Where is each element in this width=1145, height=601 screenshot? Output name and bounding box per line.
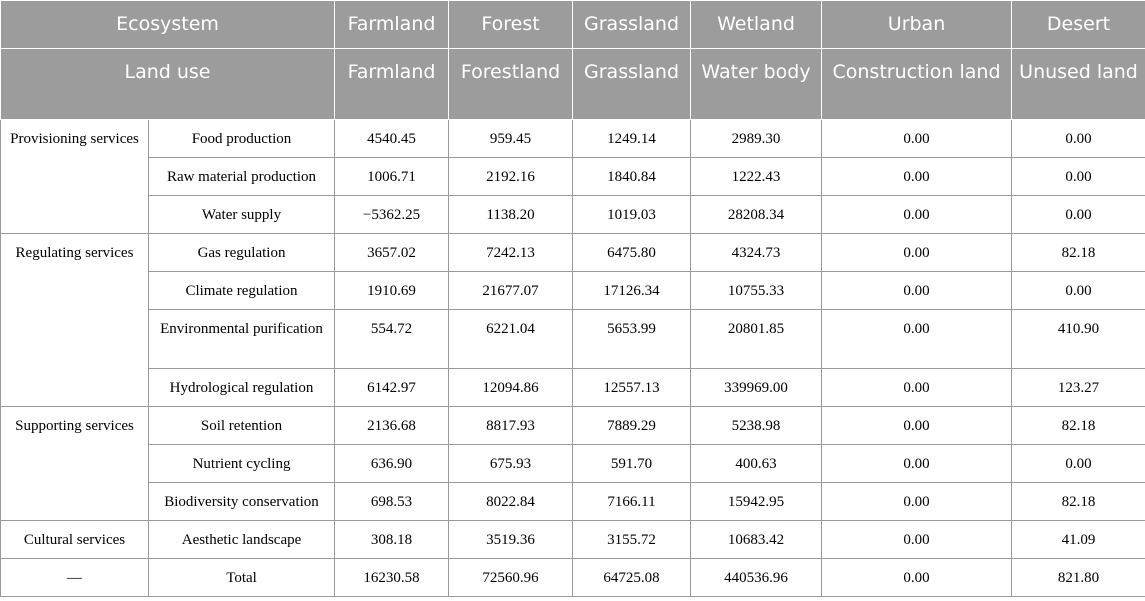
category-cultural-services: Cultural services — [1, 521, 149, 559]
value-cell: 17126.34 — [573, 272, 691, 310]
value-cell: 0.00 — [822, 120, 1012, 158]
value-cell: 0.00 — [822, 196, 1012, 234]
header-land-use-water-body: Water body — [691, 49, 822, 120]
value-cell: 28208.34 — [691, 196, 822, 234]
header-ecosystem-wetland: Wetland — [691, 1, 822, 49]
value-cell: 0.00 — [822, 445, 1012, 483]
header-ecosystem-urban: Urban — [822, 1, 1012, 49]
value-cell: 123.27 — [1012, 369, 1145, 407]
value-cell: 2192.16 — [449, 158, 573, 196]
header-land-use-farmland: Farmland — [335, 49, 449, 120]
table-row — [1, 196, 1145, 234]
value-cell: 1006.71 — [335, 158, 449, 196]
value-cell: 7889.29 — [573, 407, 691, 445]
table-row — [1, 120, 1145, 158]
header-row-ecosystem — [1, 1, 1145, 49]
value-cell: 959.45 — [449, 120, 573, 158]
total-value-cell: 440536.96 — [691, 559, 822, 597]
header-ecosystem-forest: Forest — [449, 1, 573, 49]
service-name: Water supply — [149, 196, 335, 234]
value-cell: 2989.30 — [691, 120, 822, 158]
value-cell: 1222.43 — [691, 158, 822, 196]
value-cell: 3155.72 — [573, 521, 691, 559]
service-name: Nutrient cycling — [149, 445, 335, 483]
value-cell: 1249.14 — [573, 120, 691, 158]
value-cell: 7166.11 — [573, 483, 691, 521]
value-cell: 2136.68 — [335, 407, 449, 445]
value-cell: 0.00 — [822, 310, 1012, 369]
value-cell: 3519.36 — [449, 521, 573, 559]
category-regulating-services: Regulating services — [1, 234, 149, 407]
table-row — [1, 407, 1145, 445]
table-row — [1, 369, 1145, 407]
value-cell: 0.00 — [1012, 272, 1145, 310]
value-cell: 1840.84 — [573, 158, 691, 196]
value-cell: 7242.13 — [449, 234, 573, 272]
header-land-use-label: Land use — [1, 49, 335, 120]
value-cell: 636.90 — [335, 445, 449, 483]
value-cell: 4324.73 — [691, 234, 822, 272]
value-cell: 4540.45 — [335, 120, 449, 158]
value-cell: 0.00 — [822, 272, 1012, 310]
header-ecosystem-grassland: Grassland — [573, 1, 691, 49]
total-row — [1, 559, 1145, 597]
value-cell: 0.00 — [822, 234, 1012, 272]
table-row — [1, 158, 1145, 196]
value-cell: 554.72 — [335, 310, 449, 369]
value-cell: 6142.97 — [335, 369, 449, 407]
header-land-use-forestland: Forestland — [449, 49, 573, 120]
service-name: Environmental purification — [149, 310, 335, 369]
service-name: Food production — [149, 120, 335, 158]
value-cell: 20801.85 — [691, 310, 822, 369]
value-cell: 0.00 — [822, 521, 1012, 559]
value-cell: 0.00 — [1012, 196, 1145, 234]
value-cell: 400.63 — [691, 445, 822, 483]
table-row — [1, 310, 1145, 369]
category-provisioning-services: Provisioning services — [1, 120, 149, 234]
value-cell: 8022.84 — [449, 483, 573, 521]
service-name: Aesthetic landscape — [149, 521, 335, 559]
value-cell: 5653.99 — [573, 310, 691, 369]
value-cell: 41.09 — [1012, 521, 1145, 559]
value-cell: 82.18 — [1012, 234, 1145, 272]
total-value-cell: 64725.08 — [573, 559, 691, 597]
value-cell: 308.18 — [335, 521, 449, 559]
value-cell: 0.00 — [822, 158, 1012, 196]
value-cell: 1910.69 — [335, 272, 449, 310]
value-cell: 6221.04 — [449, 310, 573, 369]
service-name: Gas regulation — [149, 234, 335, 272]
value-cell: 0.00 — [1012, 158, 1145, 196]
value-cell: 1138.20 — [449, 196, 573, 234]
header-land-use-construction-land: Construction land — [822, 49, 1012, 120]
value-cell: 5238.98 — [691, 407, 822, 445]
value-cell: 8817.93 — [449, 407, 573, 445]
value-cell: 675.93 — [449, 445, 573, 483]
header-land-use-unused-land: Unused land — [1012, 49, 1145, 120]
value-cell: 6475.80 — [573, 234, 691, 272]
table-row — [1, 234, 1145, 272]
table-row — [1, 521, 1145, 559]
header-ecosystem-farmland: Farmland — [335, 1, 449, 49]
total-value-cell: 0.00 — [822, 559, 1012, 597]
value-cell: 410.90 — [1012, 310, 1145, 369]
value-cell: 591.70 — [573, 445, 691, 483]
header-ecosystem-label: Ecosystem — [1, 1, 335, 49]
header-land-use-grassland: Grassland — [573, 49, 691, 120]
header-ecosystem-desert: Desert — [1012, 1, 1145, 49]
service-name: Climate regulation — [149, 272, 335, 310]
table-row — [1, 483, 1145, 521]
value-cell: 12557.13 — [573, 369, 691, 407]
value-cell: 0.00 — [822, 483, 1012, 521]
value-cell: 21677.07 — [449, 272, 573, 310]
value-cell: 3657.02 — [335, 234, 449, 272]
value-cell: 10683.42 — [691, 521, 822, 559]
total-value-cell: 72560.96 — [449, 559, 573, 597]
value-cell: 0.00 — [1012, 120, 1145, 158]
service-name: Raw material production — [149, 158, 335, 196]
value-cell: 82.18 — [1012, 483, 1145, 521]
value-cell: 82.18 — [1012, 407, 1145, 445]
value-cell: 10755.33 — [691, 272, 822, 310]
service-name: Biodiversity conservation — [149, 483, 335, 521]
service-name: Soil retention — [149, 407, 335, 445]
category-supporting-services: Supporting services — [1, 407, 149, 521]
value-cell: 15942.95 — [691, 483, 822, 521]
table-row — [1, 445, 1145, 483]
value-cell: 698.53 — [335, 483, 449, 521]
table-row — [1, 272, 1145, 310]
value-cell: 0.00 — [822, 407, 1012, 445]
service-name: Hydrological regulation — [149, 369, 335, 407]
total-value-cell: 16230.58 — [335, 559, 449, 597]
value-cell: 12094.86 — [449, 369, 573, 407]
category-total-dash: — — [1, 559, 149, 597]
value-cell: 0.00 — [822, 369, 1012, 407]
value-cell: −5362.25 — [335, 196, 449, 234]
header-row-land-use — [1, 49, 1145, 120]
service-name-total: Total — [149, 559, 335, 597]
value-cell: 1019.03 — [573, 196, 691, 234]
value-cell: 339969.00 — [691, 369, 822, 407]
total-value-cell: 821.80 — [1012, 559, 1145, 597]
value-cell: 0.00 — [1012, 445, 1145, 483]
